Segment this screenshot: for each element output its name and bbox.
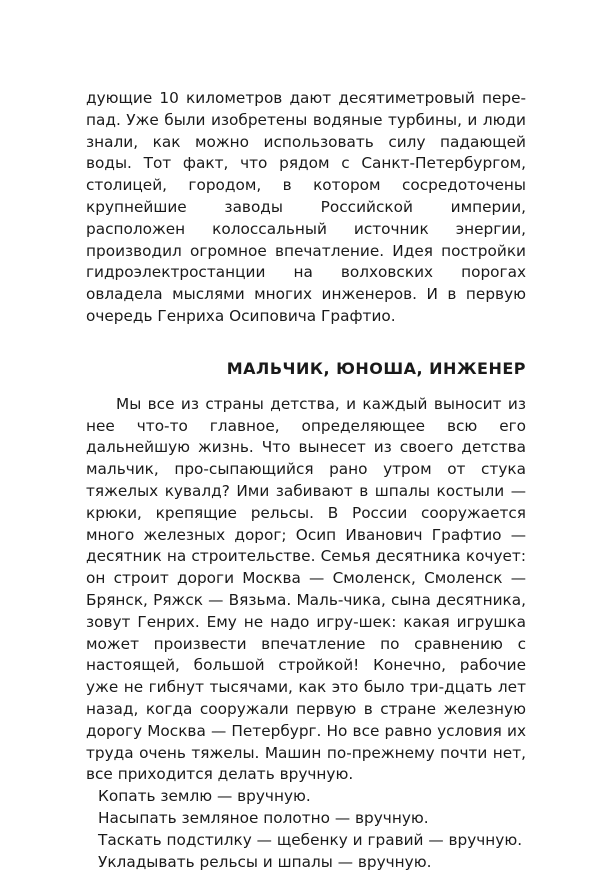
main-paragraph: Мы все из страны детства, и каждый выносит из нее что-то главное, определяющее всю его дальнейшую жизнь. Что вынесет из своего детства мальчик, про-сыпающийся рано утром от стука тяжелых кувалд? Ими забивают в шпалы костыли — крюки, крепящие рельсы. В России сооружается много железных дорог; Осип Иванович Графтио — десятник на строительстве. Семья десятника кочует: он строит дороги Москва — Смоленск, Смоленск — Брянск, Ряжск — Вязьма. Маль-чика, сына десятника, зовут Генрих. Ему не надо игру-шек: какая игрушка может произвести впечатление по сравнению с настоящей, большой стройкой! Конечно, рабочие уже не гибнут тысячами, как это было три-дцать лет назад, когда сооружали первую в стране железную дорогу Москва — Петербург. Но все равно условия их труда очень тяжелы. Машин по-прежнему почти нет, все приходится делать вручную. bbox=[86, 394, 526, 786]
section-heading: МАЛЬЧИК, ЮНОША, ИНЖЕНЕР bbox=[86, 358, 526, 380]
book-page bbox=[86, 88, 526, 873]
list-line: Укладывать рельсы и шпалы — вручную. bbox=[86, 852, 526, 873]
list-line: Копать землю — вручную. bbox=[86, 786, 526, 808]
list-line: Насыпать земляное полотно — вручную. bbox=[86, 808, 526, 830]
intro-paragraph: дующие 10 километров дают десятиметровый пере-пад. Уже были изобретены водяные турбины, и люди знали, как можно использовать силу падающей воды. Тот факт, что рядом с Санкт-Петербургом, столицей, городом, в котором сосредоточены крупнейшие заводы Российской империи, расположен колоссальный источник энергии, производил огромное впечатление. Идея постройки гидроэлектростанции на волховских порогах овладела мыслями многих инженеров. И в первую очередь Генриха Осиповича Графтио. bbox=[86, 88, 526, 328]
list-line: Таскать подстилку — щебенку и гравий — вручную. bbox=[86, 830, 526, 852]
